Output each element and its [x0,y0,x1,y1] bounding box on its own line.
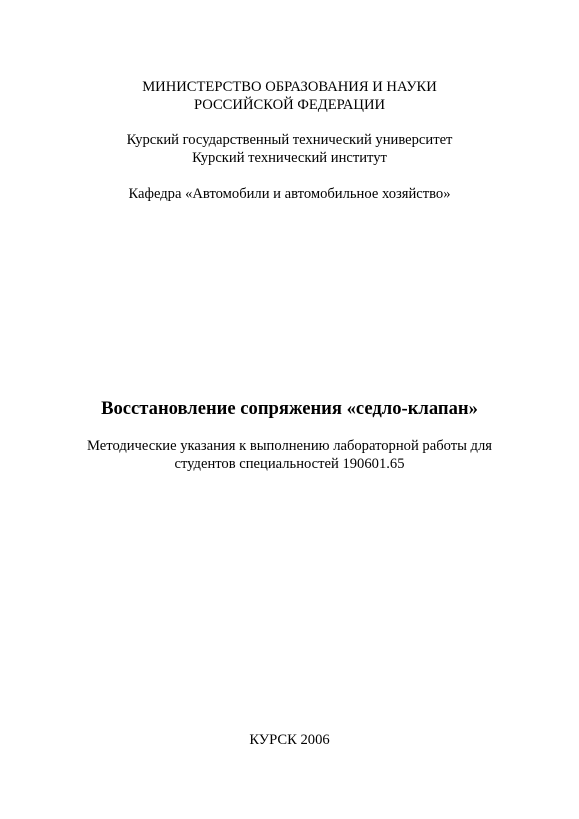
department-name: Кафедра «Автомобили и автомобильное хозяйство» [128,186,451,202]
institute-name: Курский технический институт [192,150,387,166]
document-title: Восстановление сопряжения «седло-клапан» [101,398,478,419]
place-year: КУРСК 2006 [249,732,330,748]
subtitle-line-1: Методические указания к выполнению лабораторной работы для [87,438,492,454]
ministry-line-2: РОССИЙСКОЙ ФЕДЕРАЦИИ [193,97,386,113]
ministry-line-1: МИНИСТЕРСТВО ОБРАЗОВАНИЯ И НАУКИ [142,79,437,95]
subtitle-line-2: студентов специальностей 190601.65 [174,456,405,472]
university-name: Курский государственный технический университет [126,132,453,148]
